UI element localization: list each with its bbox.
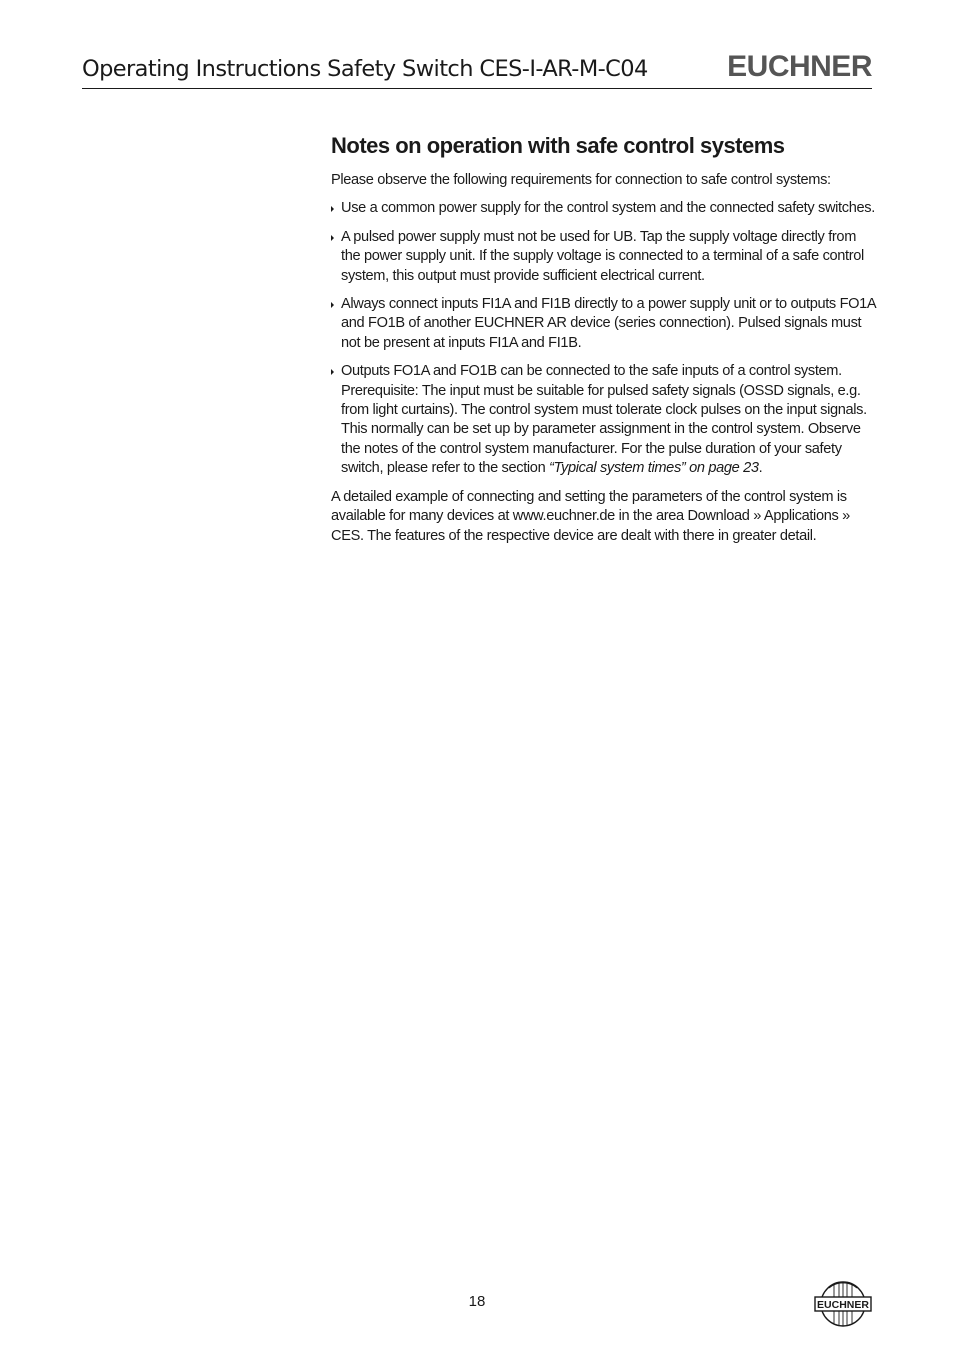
requirements-list — [331, 199, 876, 478]
list-item — [331, 295, 876, 353]
closing-paragraph: A detailed example of connecting and setting the parameters of the control system is available for many devices at www.euchner.de in the area Download » Applications » CES. The features of the respective device are dealt with there in greater detail. — [331, 488, 850, 544]
triangle-bullet-icon — [331, 235, 334, 241]
footer-logo-text: EUCHNER — [817, 1299, 869, 1311]
document-title: Operating Instructions Safety Switch CES-I-AR-M-C04 — [82, 56, 648, 82]
list-item — [331, 228, 876, 286]
cross-reference-link[interactable]: “Typical system times” on page 23 — [549, 460, 759, 477]
list-item-text: Always connect inputs FI1A and FI1B directly to a power supply unit or to outputs FO1A and FO1B of another EUCHNER AR device (series connection). Pulsed signals must not be present at inputs FI1A and FI1B. — [341, 296, 876, 351]
page-header — [82, 50, 872, 89]
triangle-bullet-icon — [331, 302, 334, 308]
intro-paragraph: Please observe the following requirements for connection to safe control systems: — [331, 172, 831, 188]
section-title: Notes on operation with safe control systems — [331, 133, 785, 158]
triangle-bullet-icon — [331, 206, 334, 212]
list-item-text: Use a common power supply for the control system and the connected safety switches. — [341, 200, 875, 217]
triangle-bullet-icon — [331, 369, 334, 375]
list-item — [331, 199, 876, 218]
main-content — [331, 132, 876, 546]
page-number: 18 — [468, 1293, 486, 1310]
list-item-suffix: . — [758, 460, 763, 477]
list-item — [331, 362, 876, 478]
list-item-text: A pulsed power supply must not be used for UB. Tap the supply voltage directly from the power supply unit. If the supply voltage is connected to a terminal of a safe control system, this output must provide sufficient electrical current. — [341, 228, 864, 284]
euchner-logo: EUCHNER — [727, 50, 872, 83]
list-item-text: Outputs FO1A and FO1B can be connected to the safe inputs of a control system. Prerequisite: The input must be suitable for pulsed safety signals (OSSD signals, e.g. from light curtains). The control system must tolerate clock pulses on the input signals. This normally can be set up by parameter assignment in the control system. Observe the notes of the control system manufacturer. For the pulse duration of your safety switch, please refer to the section — [341, 363, 867, 477]
euchner-seal-logo — [814, 1280, 872, 1328]
